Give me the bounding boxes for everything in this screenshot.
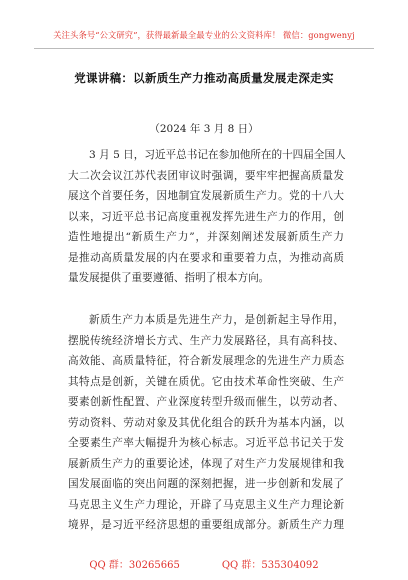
promo-header: 关注头条号“公文研究”，获得最新最全最专业的公文资料库！ 微信：gongwenyj <box>53 30 355 40</box>
paragraph-line: 以来，习近平总书记高度重视发挥先进生产力的作用，创 <box>68 210 344 223</box>
paragraph-2 <box>68 310 344 536</box>
paragraph-line: 展新质生产力的重要论述，体现了对生产力发展规律和我 <box>68 457 344 470</box>
paragraph-line: 量发展提供了重要遵循、指明了根本方向。 <box>68 272 270 284</box>
paragraph-line: 造性地提出“新质生产力”，并深刻阐述发展新质生产力 <box>68 231 344 243</box>
paragraph-1 <box>68 145 344 289</box>
document-title: 党课讲稿：以新质生产力推动高质量发展走深走实 <box>74 71 334 85</box>
header-divider <box>34 48 374 49</box>
paragraph-line: 展这个首要任务，因地制宜发展新质生产力。党的十八大 <box>68 190 344 202</box>
paragraph-line: 新质生产力本质是先进生产力，是创新起主导作用， <box>89 314 344 326</box>
paragraph-line: 马克思主义生产力理论，开辟了马克思主义生产力理论新 <box>68 498 344 511</box>
paragraph-line: 要素创新性配置、产业深度转型升级而催生，以劳动者、 <box>68 396 344 408</box>
footer-contacts <box>0 556 408 571</box>
paragraph-line: 3 月 5 日，习近平总书记在参加他所在的十四届全国人 <box>89 149 346 161</box>
paragraph-line: 国发展面临的突出问题的深刻把握，进一步创新和发展了 <box>68 478 344 490</box>
paragraph-line: 高效能、高质量特征，符合新发展理念的先进生产力质态 <box>68 355 344 367</box>
paragraph-line: 摆脱传统经济增长方式、生产力发展路径，具有高科技、 <box>68 334 344 347</box>
paragraph-line: 是推动高质量发展的内在要求和重要着力点，为推动高质 <box>68 251 344 264</box>
paragraph-line: 全要素生产率大幅提升为核心标志。习近平总书记关于发 <box>68 437 344 449</box>
paragraph-line: 其特点是创新，关键在质优。它由技术革命性突破、生产 <box>68 375 344 388</box>
qq-group-right: QQ 群：535304092 <box>221 560 319 571</box>
document-date: （2024 年 3 月 8 日） <box>149 123 259 135</box>
paragraph-line: 劳动资料、劳动对象及其优化组合的跃升为基本内涵，以 <box>68 416 344 429</box>
qq-group-left: QQ 群：30265665 <box>89 560 180 571</box>
paragraph-line: 境界，是习近平经济思想的重要组成部分。新质生产力理 <box>68 519 344 531</box>
paragraph-line: 大二次会议江苏代表团审议时强调，要牢牢把握高质量发 <box>68 169 344 182</box>
